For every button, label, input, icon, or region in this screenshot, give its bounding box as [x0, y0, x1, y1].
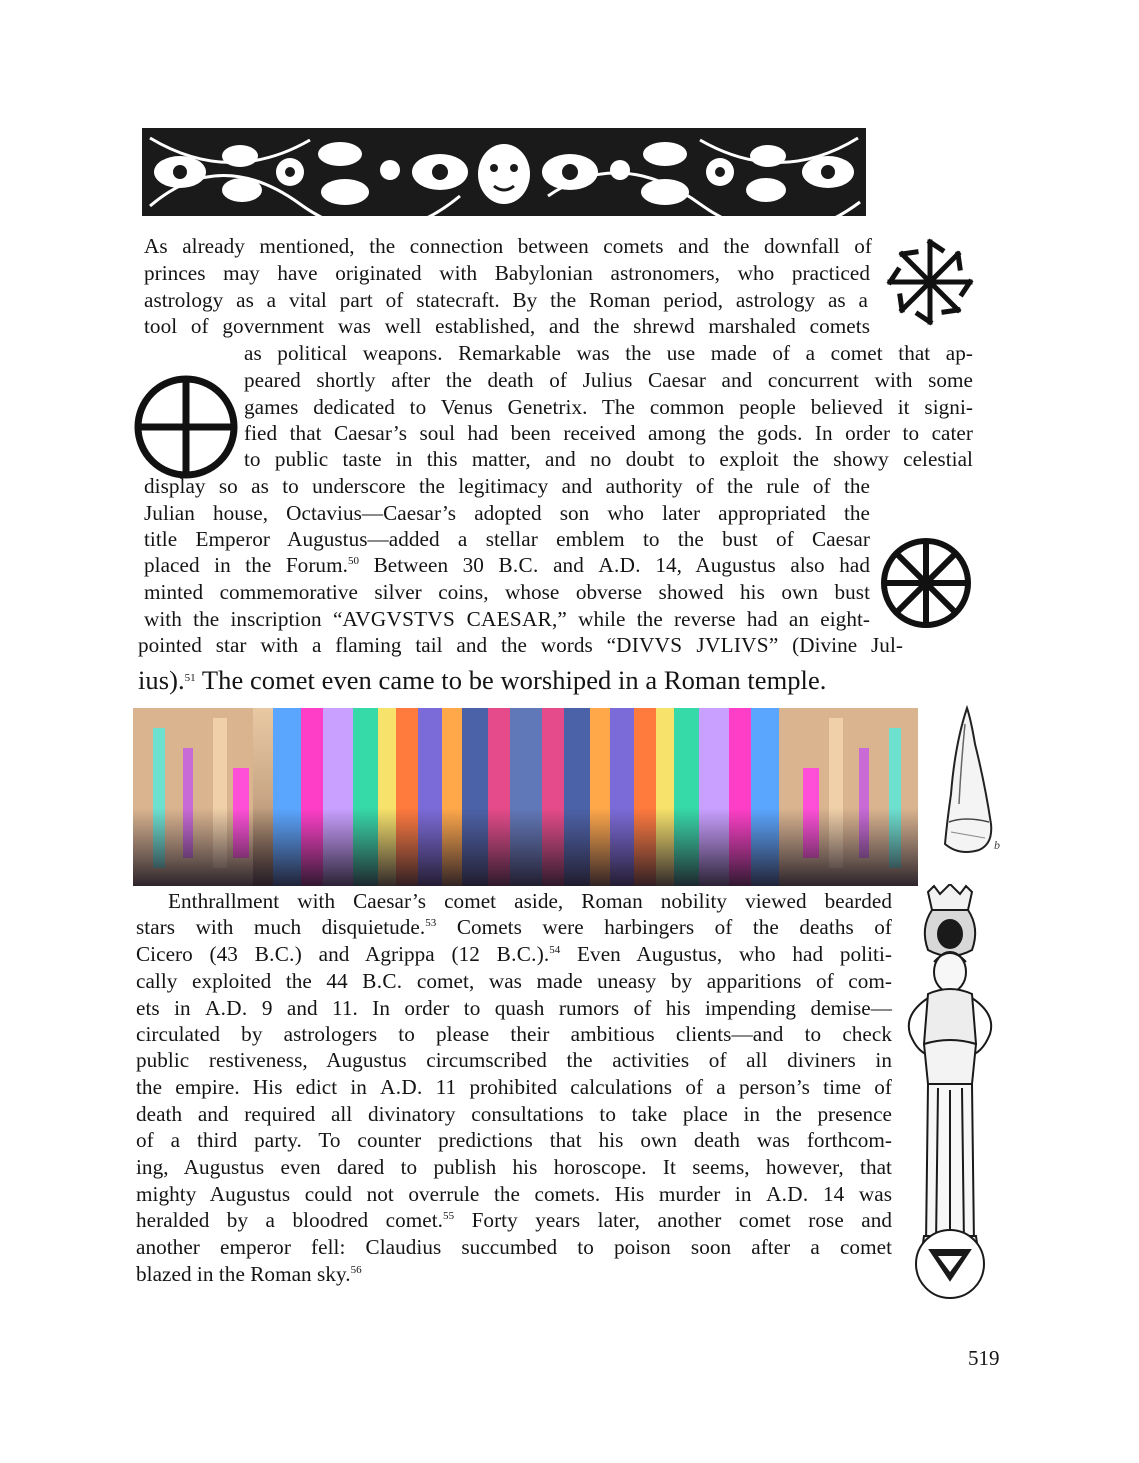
text-line: tool of government was well established, and the shrewd marshaled comets — [144, 314, 870, 338]
text-line: the empire. His edict in A.D. 11 prohibited calculations of a person’s time of — [136, 1075, 893, 1099]
text-line: death and required all divinatory consultations to take place in the presence — [136, 1102, 892, 1126]
text-line: Enthrallment with Caesar’s comet aside, Roman nobility viewed bearded — [168, 889, 892, 913]
footnote-ref: 54 — [549, 944, 561, 956]
text-line: heralded by a bloodred comet.$^{55}$ Forty years later, another comet rose and — [136, 1208, 892, 1232]
text-line: fied that Caesar’s soul had been received among the gods. In order to cater — [244, 421, 973, 445]
footnote-ref: 55 — [443, 1210, 455, 1222]
text-line: ius).$^{51}$ The comet even came to be worshiped in a Roman temple. — [138, 665, 827, 695]
text-line: to public taste in this matter, and no doubt to exploit the showy celestial — [244, 447, 973, 471]
caryatid-figure-engraving-icon — [898, 884, 1002, 1302]
eight-pointed-star-symbol-icon — [884, 236, 976, 328]
tooth-engraving-icon — [935, 704, 1005, 858]
text-line: placed in the Forum.$^{50}$ Between 30 B.C. and A.D. 14, Augustus also had — [144, 553, 870, 577]
glitched-colorful-banner-image — [133, 708, 918, 886]
text-line: circulated by astrologers to please their ambitious clients—and to check — [136, 1022, 892, 1046]
text-line: peared shortly after the death of Julius Caesar and concurrent with some — [244, 368, 973, 392]
text-line: astrology as a vital part of statecraft. By the Roman period, astrology as a — [144, 288, 868, 312]
text-line: display so as to underscore the legitimacy and authority of the rule of the — [144, 474, 870, 498]
tooth-label: b — [994, 838, 1000, 852]
text-line: ing, Augustus even dared to publish his horoscope. It seems, however, that — [136, 1155, 892, 1179]
page-number: 519 — [968, 1346, 1000, 1370]
text-line: pointed star with a flaming tail and the words “DIVVS JVLIVS” (Divine Jul- — [138, 633, 903, 657]
eight-spoked-wheel-symbol-icon — [878, 535, 974, 631]
footnote-ref: 53 — [425, 917, 437, 929]
footnote-ref: 50 — [347, 555, 360, 567]
footnote-ref: 51 — [184, 672, 196, 684]
text-line: ets in A.D. 9 and 11. In order to quash rumors of his impending demise— — [136, 996, 892, 1020]
text-line: as political weapons. Remarkable was the use made of a comet that ap- — [244, 341, 973, 365]
text-line: mighty Augustus could not overrule the comets. His murder in A.D. 14 was — [136, 1182, 892, 1206]
text-line: public restiveness, Augustus circumscribed the activities of all diviners in — [136, 1048, 892, 1072]
text-line: cally exploited the 44 B.C. comet, was made uneasy by apparitions of com- — [136, 969, 892, 993]
footnote-ref: 56 — [350, 1264, 362, 1276]
text-line: As already mentioned, the connection between comets and the downfall of — [144, 234, 872, 258]
text-line: minted commemorative silver coins, whose obverse showed his own bust — [144, 580, 870, 604]
circle-cross-symbol-icon — [132, 373, 240, 481]
text-line: Julian house, Octavius—Caesar’s adopted son who later appropriated the — [144, 501, 870, 525]
text-line: title Emperor Augustus—added a stellar emblem to the bust of Caesar — [144, 527, 870, 551]
text-line: games dedicated to Venus Genetrix. The common people believed it signi- — [244, 395, 973, 419]
text-line: blazed in the Roman sky.$^{56}$ — [136, 1262, 362, 1286]
text-line: with the inscription “AVGVSTVS CAESAR,” while the reverse had an eight- — [144, 607, 871, 631]
floral-woodcut-border-icon — [140, 126, 868, 218]
text-line: princes may have originated with Babylonian astronomers, who practiced — [144, 261, 870, 285]
text-line: of a third party. To counter predictions that his own death was forthcom- — [136, 1128, 892, 1152]
text-line: Cicero (43 B.C.) and Agrippa (12 B.C.).$^{54}$ Even Augustus, who had politi- — [136, 942, 892, 966]
text-line: stars with much disquietude.$^{53}$ Comets were harbingers of the deaths of — [136, 915, 892, 939]
text-line: another emperor fell: Claudius succumbed to poison soon after a comet — [136, 1235, 892, 1259]
